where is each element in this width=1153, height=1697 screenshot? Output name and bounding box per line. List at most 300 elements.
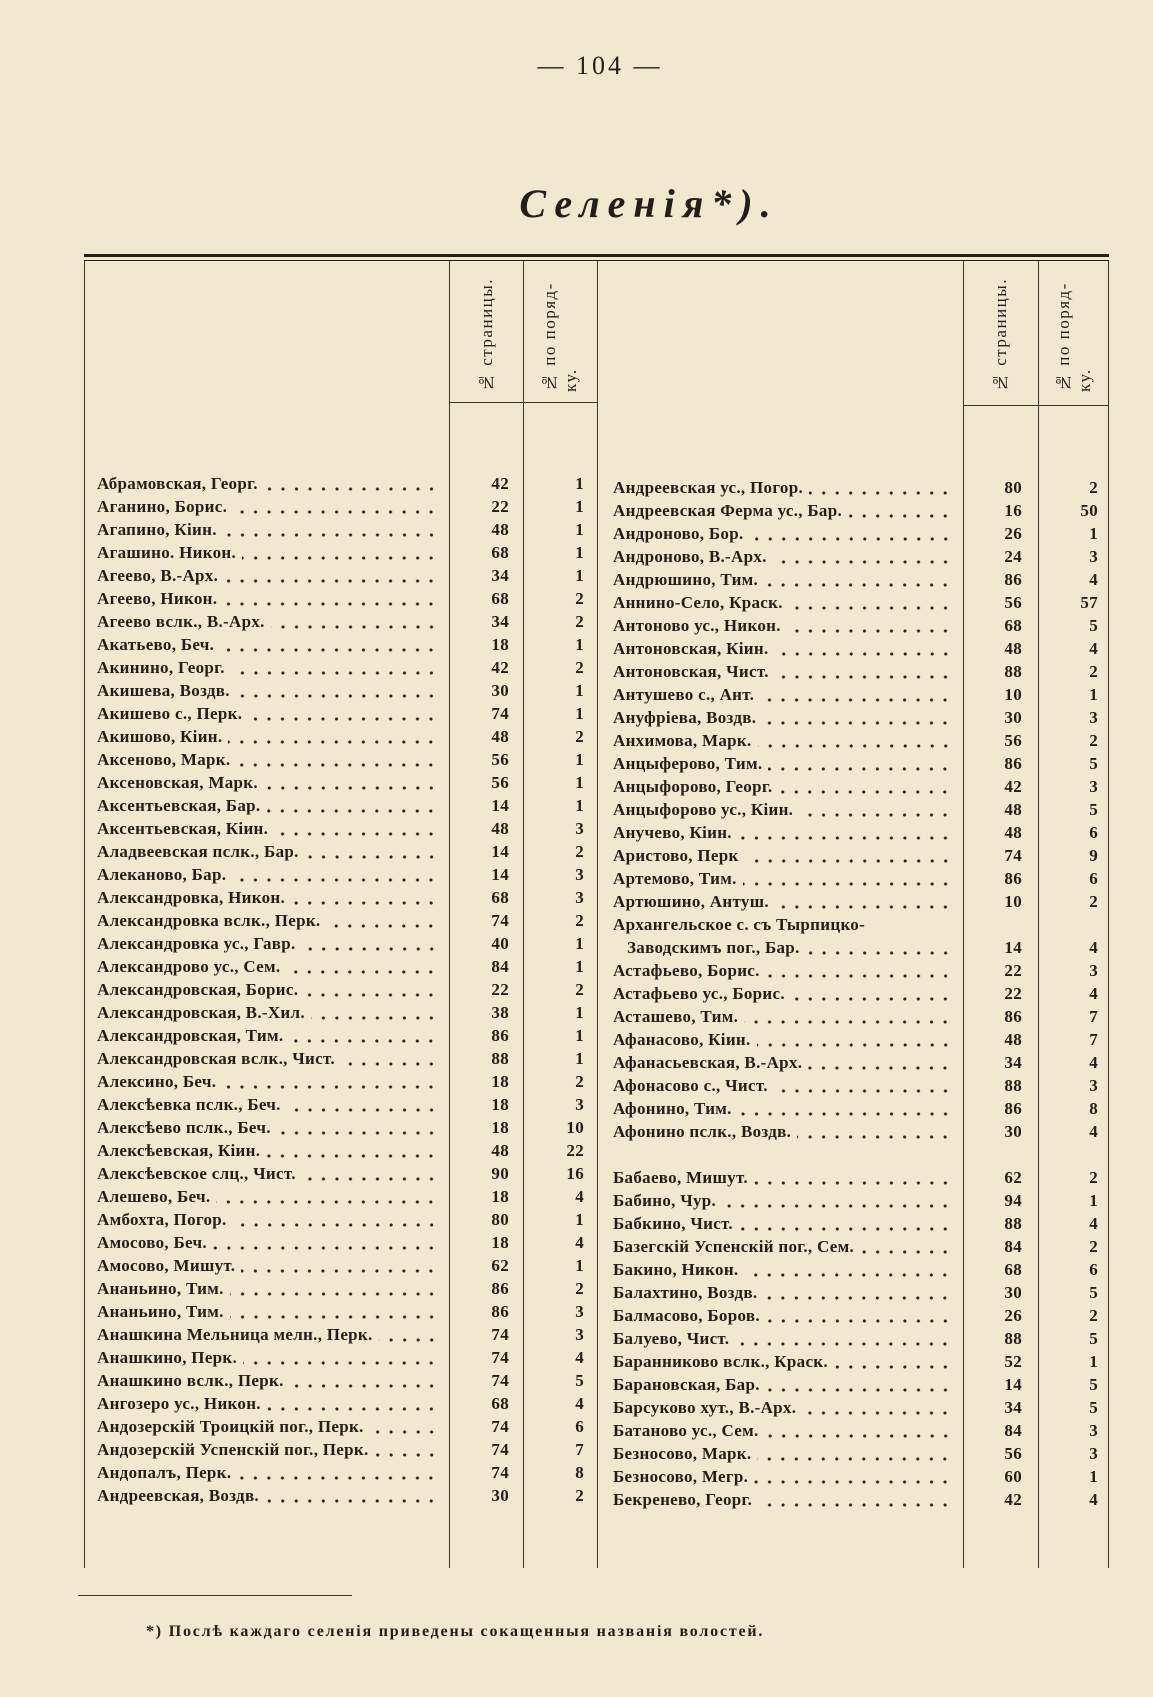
order-number-cell: 1 bbox=[1089, 1352, 1098, 1371]
dot-leader bbox=[738, 1097, 952, 1120]
order-number-cell: 1 bbox=[575, 934, 584, 953]
index-entry bbox=[597, 1166, 1109, 1189]
index-entry bbox=[597, 936, 1109, 959]
page-number-cell: 48 bbox=[491, 520, 509, 539]
index-entry bbox=[597, 1051, 1109, 1074]
entry-name-cell bbox=[84, 771, 449, 794]
settlement-name: Артемово, Тим. bbox=[613, 869, 737, 888]
order-number-cell: 3 bbox=[575, 865, 584, 884]
page-number-cell: 14 bbox=[491, 865, 509, 884]
settlement-name: Ананьино, Тим. bbox=[97, 1302, 224, 1321]
entry-name-cell bbox=[597, 476, 963, 499]
settlement-name: Алеканово, Бар. bbox=[97, 865, 227, 884]
dot-leader bbox=[236, 748, 438, 771]
page-number-cell: 84 bbox=[491, 957, 509, 976]
entry-name-cell bbox=[84, 909, 449, 932]
order-number-cell: 6 bbox=[1089, 823, 1098, 842]
order-number-cell: 1 bbox=[575, 1256, 584, 1275]
order-number-cell: 3 bbox=[1089, 961, 1098, 980]
settlement-name: Бакино, Никон. bbox=[613, 1260, 739, 1279]
index-entry bbox=[84, 1024, 597, 1047]
order-number-cell: 6 bbox=[1089, 869, 1098, 888]
page-number-cell: 14 bbox=[491, 796, 509, 815]
settlement-name: Аладвеевская пслк., Бар. bbox=[97, 842, 299, 861]
entry-name-cell bbox=[84, 932, 449, 955]
page-number-cell: 86 bbox=[1004, 570, 1022, 589]
settlement-name: Александровская, Тим. bbox=[97, 1026, 284, 1045]
settlement-name: Антоновская, Чист. bbox=[613, 662, 769, 681]
entry-name-cell bbox=[597, 568, 963, 591]
index-entry bbox=[84, 771, 597, 794]
page-number-cell: 26 bbox=[1004, 1306, 1022, 1325]
order-number-cell: 8 bbox=[575, 1463, 584, 1482]
dot-leader bbox=[274, 817, 438, 840]
dot-leader bbox=[766, 959, 952, 982]
page-number-cell: 48 bbox=[491, 1141, 509, 1160]
order-number-cell: 3 bbox=[1089, 1076, 1098, 1095]
entry-name-cell bbox=[597, 1120, 963, 1143]
page-number-cell: 88 bbox=[1004, 662, 1022, 681]
order-number-cell: 5 bbox=[1089, 616, 1098, 635]
order-number-cell: 3 bbox=[1089, 547, 1098, 566]
order-number-cell: 4 bbox=[1089, 1122, 1098, 1141]
dot-leader bbox=[370, 1415, 438, 1438]
order-number-cell: 2 bbox=[575, 980, 584, 999]
order-number-cell: 7 bbox=[1089, 1030, 1098, 1049]
order-number-cell: 1 bbox=[575, 635, 584, 654]
settlement-name: Анцыферово, Тим. bbox=[613, 754, 763, 773]
page-number-cell: 68 bbox=[491, 543, 509, 562]
left-column-entries bbox=[84, 472, 597, 1507]
index-entry bbox=[597, 1373, 1109, 1396]
dot-leader bbox=[758, 1488, 952, 1511]
entry-name-cell bbox=[597, 1465, 963, 1488]
page-number-cell: 56 bbox=[491, 750, 509, 769]
dot-leader bbox=[809, 476, 952, 499]
page-number-cell: 74 bbox=[491, 1325, 509, 1344]
index-entry bbox=[597, 1281, 1109, 1304]
page-number-cell: 34 bbox=[491, 566, 509, 585]
dot-leader bbox=[232, 863, 438, 886]
page-number-cell: 86 bbox=[491, 1302, 509, 1321]
index-entry bbox=[84, 1139, 597, 1162]
page-number-cell: 48 bbox=[1004, 800, 1022, 819]
index-entry bbox=[597, 1488, 1109, 1511]
entry-name-cell bbox=[84, 840, 449, 863]
index-entry bbox=[84, 541, 597, 564]
page-number: — 104 — bbox=[537, 51, 663, 80]
order-number-cell: 2 bbox=[575, 612, 584, 631]
page-number-cell: 30 bbox=[1004, 1283, 1022, 1302]
page-number-cell: 74 bbox=[491, 704, 509, 723]
entry-name-cell bbox=[597, 982, 963, 1005]
page-number-cell: 24 bbox=[1004, 547, 1022, 566]
entry-name-cell bbox=[84, 1162, 449, 1185]
order-number-cell: 1 bbox=[1089, 524, 1098, 543]
settlement-name: Ангозеро ус., Никон. bbox=[97, 1394, 261, 1413]
dot-leader bbox=[237, 1461, 438, 1484]
entry-name-cell bbox=[597, 1373, 963, 1396]
order-number-cell: 1 bbox=[575, 566, 584, 585]
settlement-name: Анучево, Кiин. bbox=[613, 823, 732, 842]
entry-name-cell bbox=[84, 863, 449, 886]
order-number-cell: 1 bbox=[575, 681, 584, 700]
page-number-cell: 18 bbox=[491, 1233, 509, 1252]
index-entry bbox=[84, 840, 597, 863]
entry-name-cell bbox=[597, 867, 963, 890]
order-number-cell: 3 bbox=[575, 1302, 584, 1321]
dot-leader bbox=[757, 1442, 952, 1465]
dot-leader bbox=[775, 890, 952, 913]
order-number-cell: 9 bbox=[1089, 846, 1098, 865]
entry-name-cell bbox=[84, 1346, 449, 1369]
dot-leader bbox=[277, 1116, 438, 1139]
dot-leader bbox=[213, 1231, 438, 1254]
entry-name-cell bbox=[597, 1005, 963, 1028]
footnote-rule bbox=[78, 1595, 352, 1596]
index-entry bbox=[597, 1005, 1109, 1028]
order-number-cell: 1 bbox=[575, 704, 584, 723]
index-entry bbox=[597, 568, 1109, 591]
page-number-cell: 42 bbox=[1004, 1490, 1022, 1509]
order-number-cell: 3 bbox=[575, 1325, 584, 1344]
dot-leader bbox=[305, 840, 438, 863]
order-number-cell: 1 bbox=[1089, 685, 1098, 704]
page-number-cell: 34 bbox=[491, 612, 509, 631]
dot-leader bbox=[223, 587, 438, 610]
dot-leader bbox=[799, 798, 952, 821]
entry-name-cell bbox=[597, 798, 963, 821]
index-entry bbox=[84, 702, 597, 725]
entry-name-cell bbox=[84, 978, 449, 1001]
entry-name-cell bbox=[597, 959, 963, 982]
index-table bbox=[84, 254, 1109, 1568]
entry-name-cell bbox=[84, 472, 449, 495]
page-number-cell: 42 bbox=[1004, 777, 1022, 796]
index-entry bbox=[84, 495, 597, 518]
page-number-cell: 86 bbox=[1004, 754, 1022, 773]
entry-name-cell bbox=[597, 913, 963, 936]
dot-leader bbox=[797, 1120, 952, 1143]
index-entry bbox=[84, 748, 597, 771]
order-header-text bbox=[539, 266, 581, 392]
page-number-cell: 48 bbox=[1004, 639, 1022, 658]
dot-leader bbox=[216, 1185, 438, 1208]
entry-name-cell bbox=[597, 775, 963, 798]
index-entry bbox=[597, 913, 1109, 936]
index-entry bbox=[84, 1461, 597, 1484]
entry-name-cell bbox=[597, 706, 963, 729]
page-number-cell: 30 bbox=[491, 1486, 509, 1505]
order-number-cell: 3 bbox=[575, 819, 584, 838]
page-number-cell: 88 bbox=[1004, 1214, 1022, 1233]
index-entry bbox=[597, 1465, 1109, 1488]
order-number-cell: 6 bbox=[1089, 1260, 1098, 1279]
index-entry bbox=[84, 1070, 597, 1093]
entry-name-cell bbox=[84, 495, 449, 518]
dot-leader bbox=[766, 1304, 952, 1327]
page-number-cell: 56 bbox=[491, 773, 509, 792]
order-number-cell: 2 bbox=[575, 842, 584, 861]
dot-leader bbox=[735, 1327, 952, 1350]
settlement-name: Ананьино, Тим. bbox=[97, 1279, 224, 1298]
settlement-name: Антоновская, Кiин. bbox=[613, 639, 769, 658]
settlement-name: Амбохта, Погор. bbox=[97, 1210, 227, 1229]
settlement-name: Андреевская Ферма ус., Бар. bbox=[613, 501, 843, 520]
dot-leader bbox=[802, 1396, 952, 1419]
entry-name-cell bbox=[597, 1304, 963, 1327]
page-number-cell: 68 bbox=[1004, 616, 1022, 635]
index-entry bbox=[597, 1189, 1109, 1212]
right-order-header bbox=[1038, 266, 1109, 392]
settlement-name: Агеево, Никон. bbox=[97, 589, 218, 608]
order-number-cell: 1 bbox=[575, 750, 584, 769]
settlement-name: Анашкина Мельница мелн., Перк. bbox=[97, 1325, 373, 1344]
order-number-cell: 5 bbox=[575, 1371, 584, 1390]
dot-leader bbox=[739, 1212, 952, 1235]
order-number-cell: 4 bbox=[1089, 1214, 1098, 1233]
order-number-cell: 1 bbox=[575, 497, 584, 516]
order-number-cell: 4 bbox=[575, 1394, 584, 1413]
index-entry bbox=[597, 1442, 1109, 1465]
order-number-cell: 1 bbox=[1089, 1467, 1098, 1486]
index-entry bbox=[597, 752, 1109, 775]
dot-leader bbox=[311, 1001, 438, 1024]
index-entry bbox=[597, 1028, 1109, 1051]
page-number-cell: 26 bbox=[1004, 524, 1022, 543]
dot-leader bbox=[264, 472, 438, 495]
entry-name-cell bbox=[597, 614, 963, 637]
entry-name-cell bbox=[84, 725, 449, 748]
dot-leader bbox=[223, 518, 438, 541]
dot-leader bbox=[290, 1369, 438, 1392]
page-number-cell: 86 bbox=[1004, 1099, 1022, 1118]
entry-name-cell bbox=[597, 522, 963, 545]
order-number-cell: 2 bbox=[1089, 1168, 1098, 1187]
entry-name-cell bbox=[84, 1484, 449, 1507]
settlement-name: Андроново, Бор. bbox=[613, 524, 744, 543]
page-number-cell: 74 bbox=[491, 1417, 509, 1436]
dot-leader bbox=[754, 1166, 952, 1189]
index-entry bbox=[597, 706, 1109, 729]
page-number-cell: 68 bbox=[491, 1394, 509, 1413]
settlement-name: Балуево, Чист. bbox=[613, 1329, 730, 1348]
page-number-cell: 74 bbox=[1004, 846, 1022, 865]
page-number-cell: 86 bbox=[491, 1279, 509, 1298]
page-number-cell: 88 bbox=[1004, 1076, 1022, 1095]
settlement-name: Андреевская, Воздв. bbox=[97, 1486, 259, 1505]
settlement-name: Анцыфорово, Георг. bbox=[613, 777, 773, 796]
index-entry bbox=[597, 1120, 1109, 1143]
letter-section bbox=[597, 1166, 1109, 1511]
dot-leader bbox=[791, 982, 952, 1005]
index-entry bbox=[597, 614, 1109, 637]
dot-leader bbox=[834, 1350, 952, 1373]
settlement-name: Амосово, Мишут. bbox=[97, 1256, 236, 1275]
settlement-name: Александрово ус., Сем. bbox=[97, 957, 281, 976]
settlement-name: Андреевская ус., Погор. bbox=[613, 478, 804, 497]
page-number-cell: 30 bbox=[491, 681, 509, 700]
letter-section bbox=[84, 472, 597, 1507]
dot-leader bbox=[242, 541, 438, 564]
dot-leader bbox=[266, 794, 438, 817]
page-number-cell: 22 bbox=[1004, 984, 1022, 1003]
dot-leader bbox=[754, 1465, 952, 1488]
left-order-header bbox=[523, 266, 597, 392]
index-entry bbox=[84, 863, 597, 886]
order-number-cell: 2 bbox=[575, 727, 584, 746]
page-number-cell: 18 bbox=[491, 1072, 509, 1091]
settlement-name: Балахтино, Воздв. bbox=[613, 1283, 758, 1302]
dot-leader bbox=[764, 568, 952, 591]
dot-leader bbox=[775, 660, 952, 683]
dot-leader bbox=[326, 909, 438, 932]
settlement-name: Анашкино, Перк. bbox=[97, 1348, 238, 1367]
entry-name-cell bbox=[84, 610, 449, 633]
dot-leader bbox=[220, 633, 438, 656]
dot-leader bbox=[265, 1484, 438, 1507]
dot-leader bbox=[379, 1323, 438, 1346]
entry-name-cell bbox=[597, 1074, 963, 1097]
dot-leader bbox=[248, 702, 438, 725]
dot-leader bbox=[744, 1258, 952, 1281]
settlement-name: Бабкино, Чист. bbox=[613, 1214, 733, 1233]
settlement-name: Абрамовская, Георг. bbox=[97, 474, 258, 493]
settlement-name: Бекренево, Георг. bbox=[613, 1490, 753, 1509]
settlement-name: Бабино, Чур. bbox=[613, 1191, 717, 1210]
entry-name-cell bbox=[597, 545, 963, 568]
page-number-cell: 48 bbox=[1004, 823, 1022, 842]
entry-name-cell bbox=[84, 587, 449, 610]
page-number-cell: 18 bbox=[491, 1187, 509, 1206]
order-number-cell: 5 bbox=[1089, 800, 1098, 819]
page-number-cell: 22 bbox=[491, 497, 509, 516]
dot-leader bbox=[375, 1438, 438, 1461]
settlement-name: Аксеновская, Марк. bbox=[97, 773, 258, 792]
order-number-cell bbox=[1038, 913, 1109, 936]
dot-leader bbox=[757, 1028, 952, 1051]
order-number-cell: 2 bbox=[575, 589, 584, 608]
page-number-cell: 80 bbox=[491, 1210, 509, 1229]
order-number-cell: 4 bbox=[575, 1187, 584, 1206]
order-number-cell: 1 bbox=[575, 1049, 584, 1068]
order-number-cell: 5 bbox=[1089, 1283, 1098, 1302]
index-entry bbox=[84, 679, 597, 702]
dot-leader bbox=[775, 637, 952, 660]
settlement-name: Алешево, Беч. bbox=[97, 1187, 211, 1206]
settlement-name: Антушево с., Ант. bbox=[613, 685, 755, 704]
order-number-cell: 2 bbox=[575, 911, 584, 930]
order-number-cell: 6 bbox=[575, 1417, 584, 1436]
page-number-cell: 16 bbox=[1004, 501, 1022, 520]
order-number-cell: 5 bbox=[1089, 1329, 1098, 1348]
order-number-cell: 1 bbox=[575, 520, 584, 539]
settlement-name: Афонасово с., Чист. bbox=[613, 1076, 768, 1095]
entry-name-cell bbox=[597, 821, 963, 844]
dot-leader bbox=[773, 545, 952, 568]
index-entry bbox=[597, 637, 1109, 660]
dot-leader bbox=[806, 936, 952, 959]
dot-leader bbox=[231, 656, 438, 679]
page-number-cell: 30 bbox=[1004, 708, 1022, 727]
entry-name-cell bbox=[84, 1139, 449, 1162]
dot-leader bbox=[722, 1189, 952, 1212]
order-header-line1: № по поряд- bbox=[1053, 282, 1073, 392]
settlement-name: Акишева, Воздв. bbox=[97, 681, 230, 700]
entry-name-cell bbox=[84, 1001, 449, 1024]
page-number-cell: 90 bbox=[491, 1164, 509, 1183]
order-number-cell: 2 bbox=[1089, 1306, 1098, 1325]
order-number-cell: 5 bbox=[1089, 1398, 1098, 1417]
settlement-name: Бабаево, Мишут. bbox=[613, 1168, 748, 1187]
entry-name-cell bbox=[597, 1396, 963, 1419]
dot-leader bbox=[760, 683, 952, 706]
entry-name-cell bbox=[84, 1093, 449, 1116]
page-number-cell: 10 bbox=[1004, 892, 1022, 911]
index-entry bbox=[84, 1208, 597, 1231]
dot-leader bbox=[774, 1074, 952, 1097]
order-header-line2: ку. bbox=[1074, 368, 1094, 392]
index-entry bbox=[597, 591, 1109, 614]
entry-name-cell bbox=[84, 1047, 449, 1070]
index-entry bbox=[84, 955, 597, 978]
order-number-cell: 50 bbox=[1080, 501, 1098, 520]
index-entry bbox=[84, 1438, 597, 1461]
settlement-name: Афонино, Тим. bbox=[613, 1099, 732, 1118]
entry-name-cell bbox=[84, 817, 449, 840]
page-number-cell: 10 bbox=[1004, 685, 1022, 704]
index-entry bbox=[597, 798, 1109, 821]
index-entry bbox=[597, 1235, 1109, 1258]
page-number-cell: 88 bbox=[491, 1049, 509, 1068]
settlement-name: Александровская вслк., Чист. bbox=[97, 1049, 335, 1068]
index-entry bbox=[84, 564, 597, 587]
entry-name-cell bbox=[597, 1419, 963, 1442]
settlement-name: Александровская, В.-Хил. bbox=[97, 1003, 305, 1022]
entry-name-cell bbox=[597, 1189, 963, 1212]
order-number-cell: 3 bbox=[575, 1095, 584, 1114]
dot-leader bbox=[224, 564, 438, 587]
page-number-cell: 52 bbox=[1004, 1352, 1022, 1371]
settlement-name: Анхимова, Марк. bbox=[613, 731, 752, 750]
order-number-cell: 4 bbox=[1089, 1490, 1098, 1509]
settlement-name: Антоново ус., Никон. bbox=[613, 616, 781, 635]
entry-name-cell bbox=[597, 844, 963, 867]
entry-name-cell bbox=[597, 1235, 963, 1258]
settlement-name: Акишево с., Перк. bbox=[97, 704, 243, 723]
dot-leader bbox=[304, 978, 438, 1001]
page-number-cell: 62 bbox=[1004, 1168, 1022, 1187]
entry-name-cell bbox=[597, 1097, 963, 1120]
dot-leader bbox=[230, 1300, 438, 1323]
order-number-cell: 4 bbox=[575, 1233, 584, 1252]
settlement-name: Андроново, В.-Арх. bbox=[613, 547, 767, 566]
entry-name-cell bbox=[597, 1212, 963, 1235]
page-number-cell: 68 bbox=[491, 888, 509, 907]
order-number-cell: 2 bbox=[575, 1072, 584, 1091]
settlement-name: Афонино пслк., Воздв. bbox=[613, 1122, 792, 1141]
dot-leader bbox=[302, 1162, 438, 1185]
page-number-cell: 34 bbox=[1004, 1398, 1022, 1417]
order-number-cell: 2 bbox=[575, 1486, 584, 1505]
page-number-cell: 84 bbox=[1004, 1421, 1022, 1440]
entry-name-cell bbox=[597, 1442, 963, 1465]
page-number-cell: 38 bbox=[491, 1003, 509, 1022]
page-header-label: № страницы. bbox=[476, 278, 496, 392]
page-number-cell: 68 bbox=[491, 589, 509, 608]
index-entry bbox=[84, 1300, 597, 1323]
dot-leader bbox=[341, 1047, 438, 1070]
